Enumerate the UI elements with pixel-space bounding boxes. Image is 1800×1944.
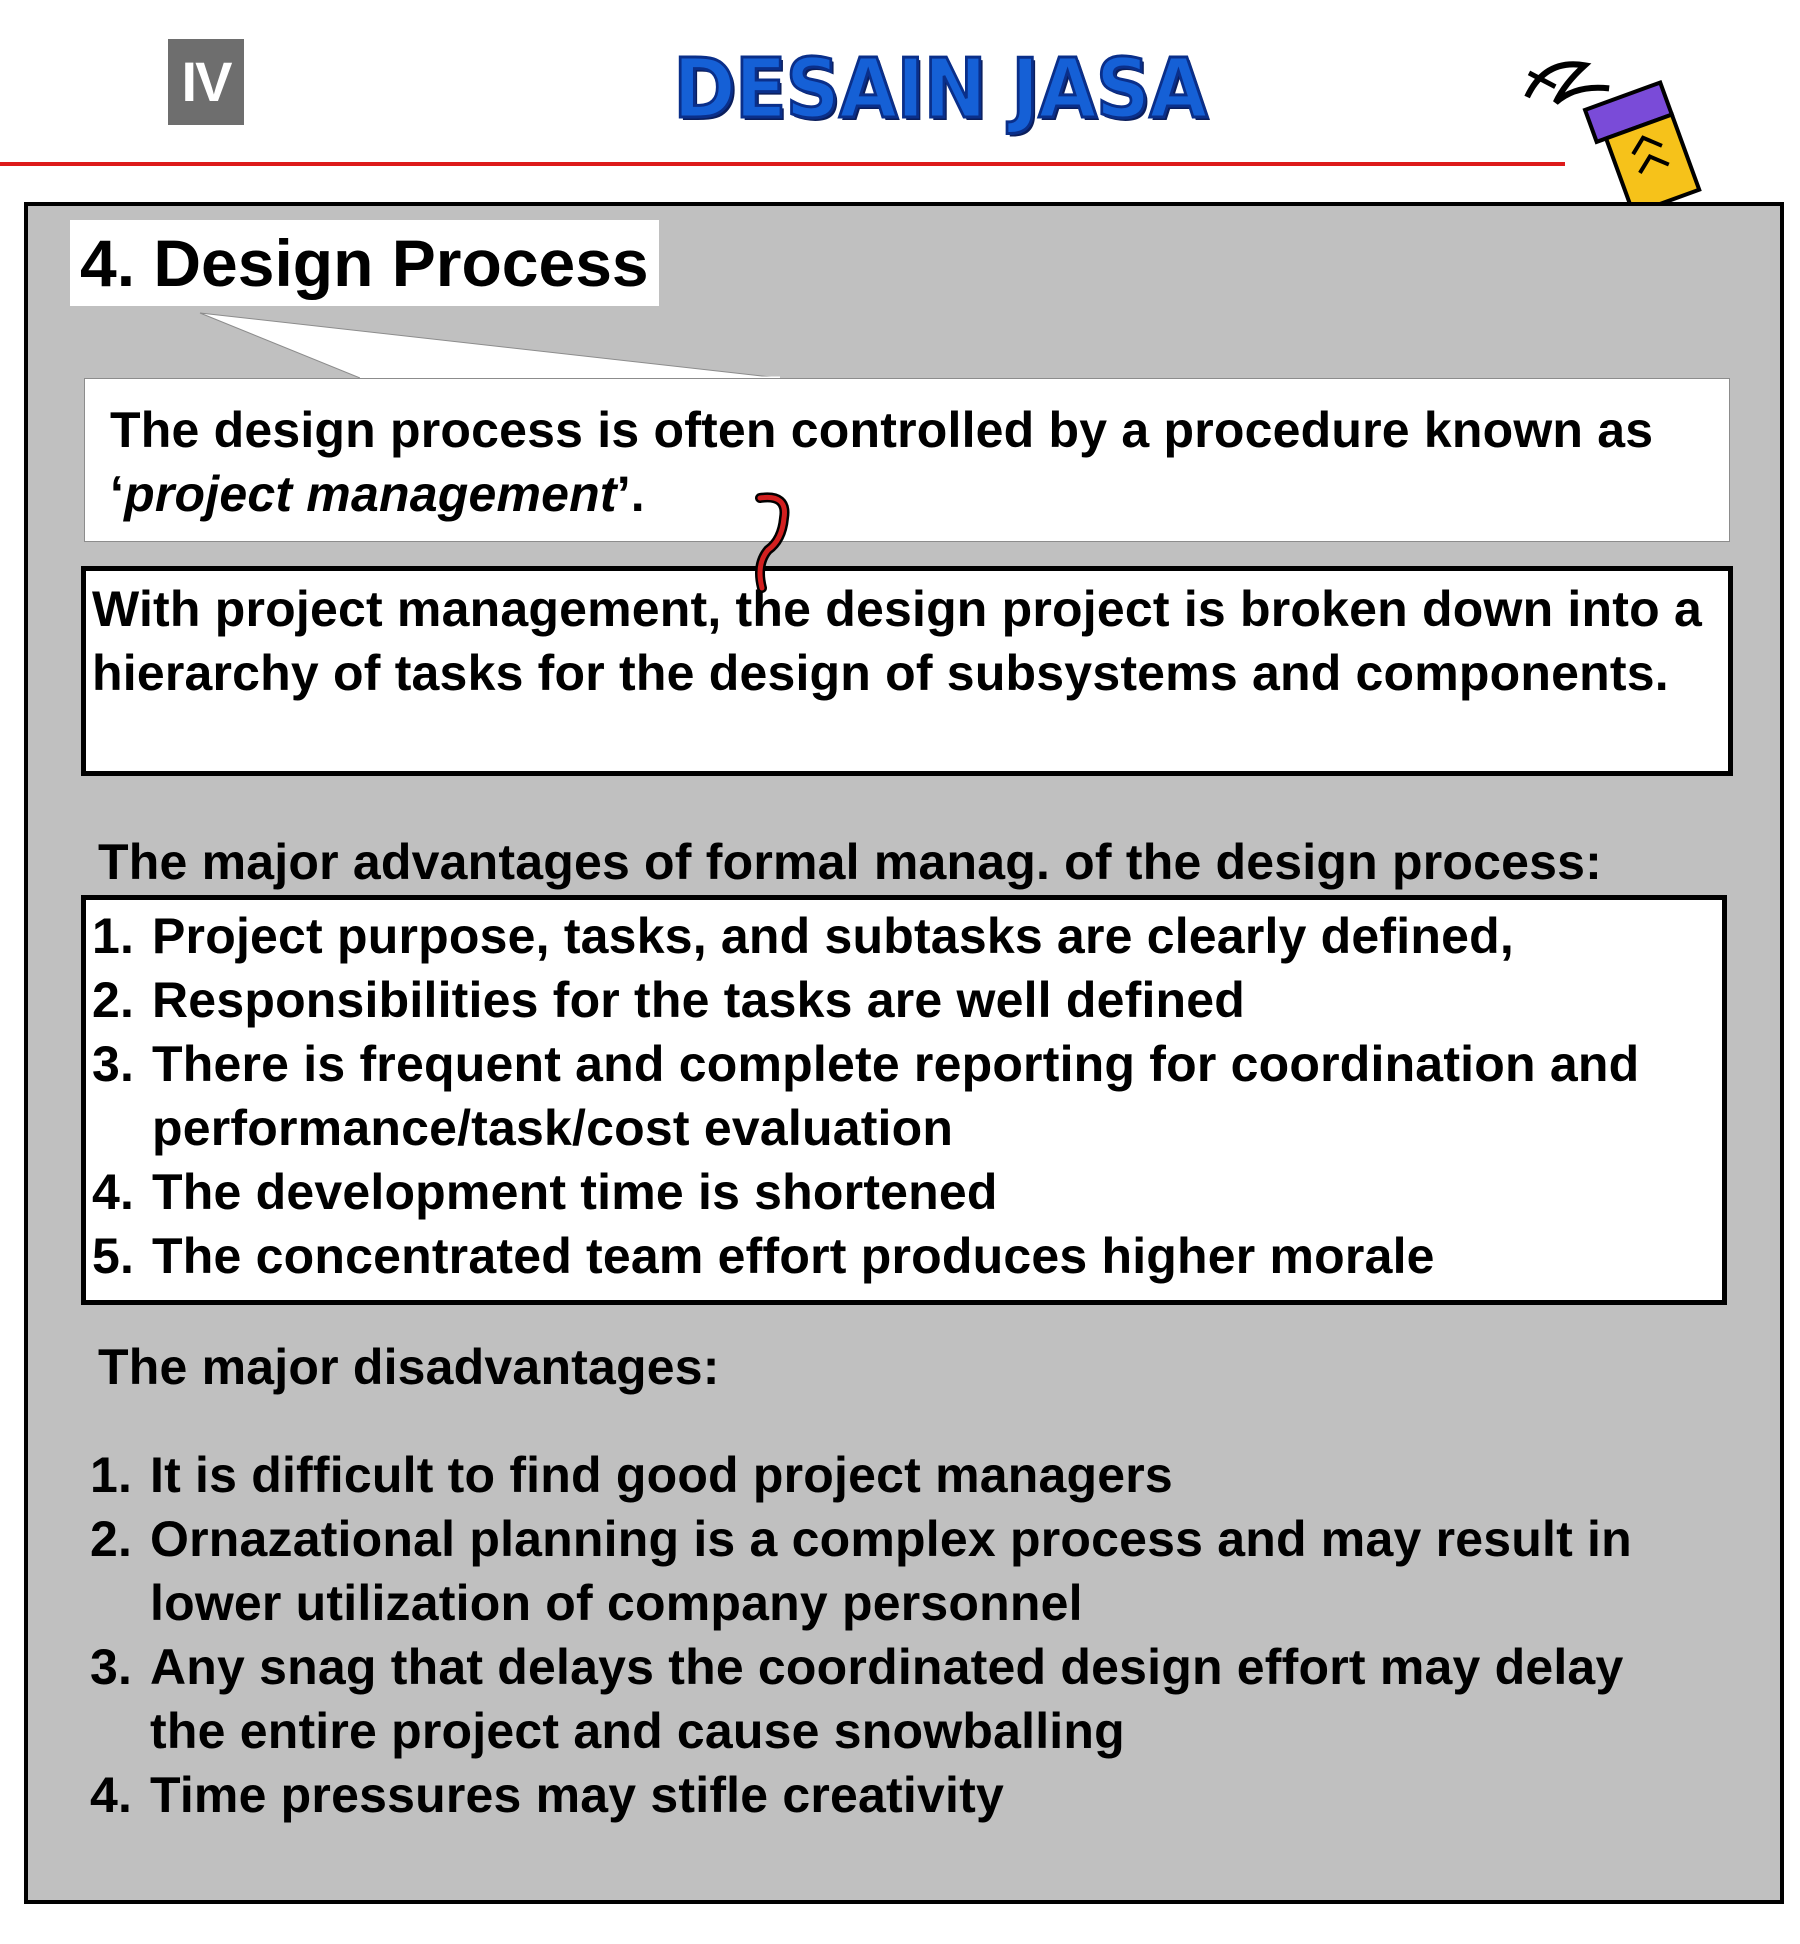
intro-text: The design process is often controlled by a procedure known as ‘ [110,402,1654,522]
intro-text-end: ’. [616,466,645,522]
list-item-text: Any snag that delays the coordinated design effort may delay the entire project and cause snowballing [150,1639,1624,1759]
list-item [92,1224,1722,1288]
list-item-number: 3. [92,1036,135,1092]
list-item-text: Ornazational planning is a complex process and may result in lower utilization of company personnel [150,1511,1632,1631]
list-item-number: 2. [90,1511,133,1567]
chapter-badge: IV [168,39,244,125]
list-item [90,1443,1690,1507]
intro-callout [84,378,1730,542]
list-item-text: The development time is shortened [152,1164,998,1220]
advantages-list [81,895,1727,1305]
disadvantages-list [90,1443,1690,1827]
section-heading-box [70,220,659,306]
list-item [92,1160,1722,1224]
list-item [90,1507,1690,1635]
detail-text: With project management, the design project is broken down into a hierarchy of tasks for the design of subsystems and components. [92,581,1702,701]
list-item-number: 1. [92,908,135,964]
list-item [90,1763,1690,1827]
list-item-number: 3. [90,1639,133,1695]
list-item [92,968,1722,1032]
detail-box [81,566,1733,776]
list-item-text: Responsibilities for the tasks are well defined [152,972,1246,1028]
list-item-text: Project purpose, tasks, and subtasks are clearly defined, [152,908,1514,964]
list-item-text: Time pressures may stifle creativity [150,1767,1004,1823]
callout-pointer [0,0,1800,400]
list-item-number: 1. [90,1447,133,1503]
slide-title: DESAIN JASA [673,42,1207,137]
list-item-number: 5. [92,1228,135,1284]
list-item [90,1635,1690,1763]
intro-emphasis: project management [124,466,617,522]
advantages-heading: The major advantages of formal manag. of the design process: [98,834,1602,890]
list-item [92,904,1722,968]
list-item-text: The concentrated team effort produces higher morale [152,1228,1435,1284]
list-item [92,1032,1722,1160]
list-item-text: There is frequent and complete reporting for coordination and performance/task/cost evaluation [152,1036,1640,1156]
list-item-number: 4. [90,1767,133,1823]
section-heading: 4. Design Process [80,226,649,300]
list-item-number: 4. [92,1164,135,1220]
squiggle-arrow-icon [750,488,798,598]
list-item-text: It is difficult to find good project managers [150,1447,1173,1503]
disadvantages-heading: The major disadvantages: [98,1339,720,1395]
list-item-number: 2. [92,972,135,1028]
